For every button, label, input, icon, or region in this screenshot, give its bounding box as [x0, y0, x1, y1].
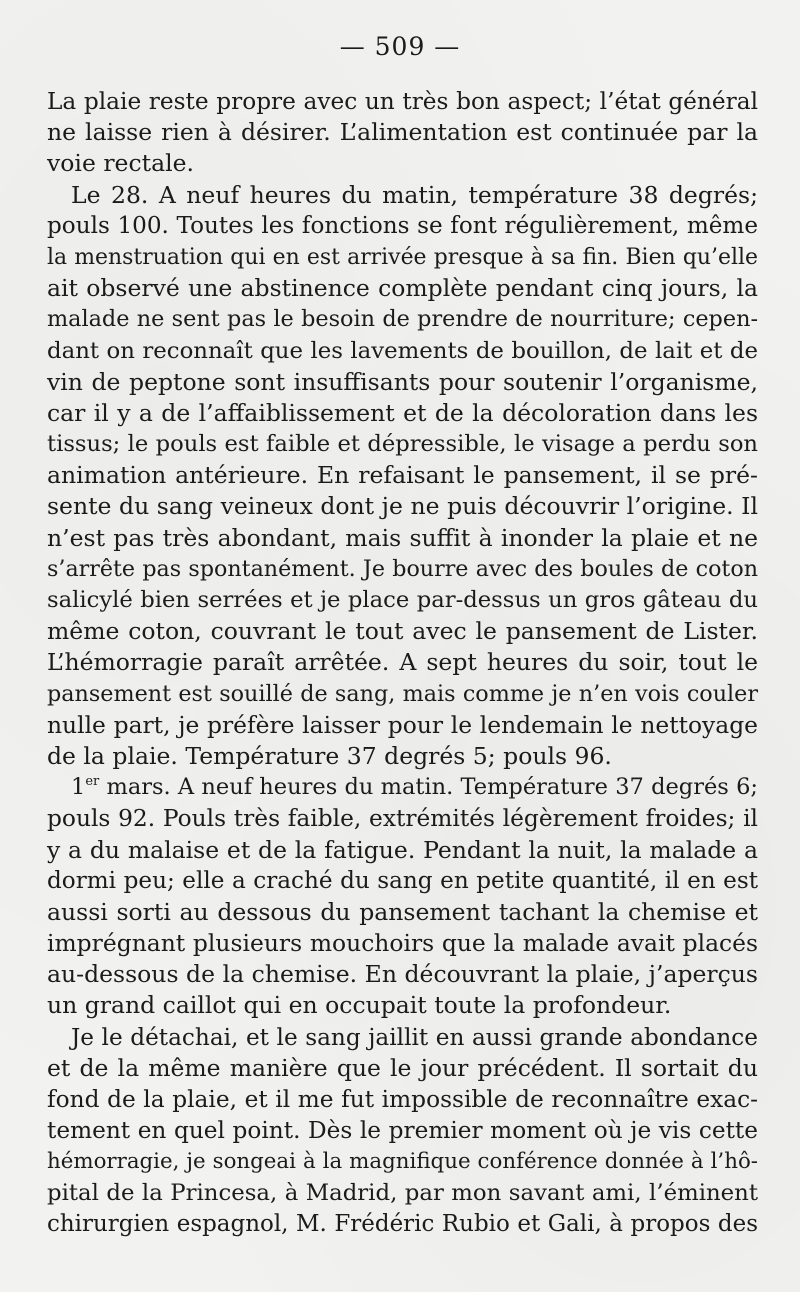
ordinal-suffix: er	[85, 774, 100, 790]
text-line: dormi peu; elle a craché du sang en petite quantité, il en est	[47, 867, 758, 894]
text-line: Je le détachai, et le sang jaillit en aussi grande abondance	[71, 1023, 758, 1051]
text-line: la menstruation qui en est arrivée presque à sa fin. Bien qu’elle	[47, 244, 758, 270]
text-line: aussi sorti au dessous du pansement tachant la chemise et	[47, 897, 758, 926]
text-line: au-dessous de la chemise. En découvrant la plaie, j’aperçus	[47, 960, 758, 989]
text-line: La plaie reste propre avec un très bon aspect; l’état général	[47, 88, 758, 115]
text-line: de la plaie. Température 37 degrés 5; pouls 96.	[47, 741, 612, 770]
text-line: fond de la plaie, et il me fut impossible de reconnaître exac-	[47, 1086, 758, 1113]
text-line: dant on reconnaît que les lavements de bouillon, de lait et de	[47, 337, 758, 364]
text-line: malade ne sent pas le besoin de prendre de nourriture; cepen-	[47, 306, 758, 333]
text-line: y a du malaise et de la fatigue. Pendant la nuit, la malade a	[47, 835, 758, 864]
page-number: — 509 —	[339, 32, 461, 61]
text-line: nulle part, je préfère laisser pour le lendemain le nettoyage	[47, 710, 758, 739]
text-line: car il y a de l’affaiblissement et de la décoloration dans les	[47, 398, 758, 427]
text-line: vin de peptone sont insuffisants pour soutenir l’organisme,	[47, 367, 758, 396]
text-line: pansement est souillé de sang, mais comme je n’en vois couler	[47, 680, 758, 707]
text-line-ordinal	[47, 772, 758, 803]
text-line: tissus; le pouls est faible et dépressible, le visage a perdu son	[47, 431, 758, 458]
text-line: n’est pas très abondant, mais suffit à inonder la plaie et ne	[47, 523, 758, 552]
text-line: chirurgien espagnol, M. Frédéric Rubio et Gali, à propos des	[47, 1210, 758, 1237]
text-line: L’hémorragie paraît arrêtée. A sept heures du soir, tout le	[47, 648, 758, 677]
text-line: ne laisse rien à désirer. L’alimentation est continuée par la	[47, 118, 758, 147]
text-line: hémorragie, je songeai à la magnifique conférence donnée à l’hô-	[47, 1149, 758, 1175]
text-line: pital de la Princesa, à Madrid, par mon savant ami, l’éminent	[47, 1179, 758, 1206]
text-line: imprégnant plusieurs mouchoirs que la malade avait placés	[47, 929, 758, 958]
text-line: s’arrête pas spontanément. Je bourre avec des boules de coton	[47, 555, 758, 582]
text-line: pouls 100. Toutes les fonctions se font régulièrement, même	[47, 212, 758, 239]
text-line: un grand caillot qui en occupait toute la profondeur.	[47, 991, 672, 1020]
text-line: Le 28. A neuf heures du matin, température 38 degrés;	[71, 180, 758, 209]
text-line: même coton, couvrant le tout avec le pansement de Lister.	[47, 617, 758, 646]
text-line: tement en quel point. Dès le premier moment où je vis cette	[47, 1117, 758, 1145]
text-line: sente du sang veineux dont je ne puis découvrir l’origine. Il	[47, 492, 758, 521]
text-line: et de la même manière que le jour précédent. Il sortait du	[47, 1053, 758, 1082]
text-line: animation antérieure. En refaisant le pansement, il se pré-	[47, 461, 758, 490]
text-line: ait observé une abstinence complète pendant cinq jours, la	[47, 274, 758, 303]
text-line: pouls 92. Pouls très faible, extrémités légèrement froides; il	[47, 805, 758, 833]
ordinal-line-text: mars. A neuf heures du matin. Température 37 degrés 6;	[106, 774, 758, 801]
text-line: salicylé bien serrées et je place par-dessus un gros gâteau du	[47, 587, 758, 613]
text-line: voie rectale.	[47, 149, 194, 178]
body-text	[47, 86, 758, 1240]
ordinal-number: 1	[71, 774, 86, 801]
